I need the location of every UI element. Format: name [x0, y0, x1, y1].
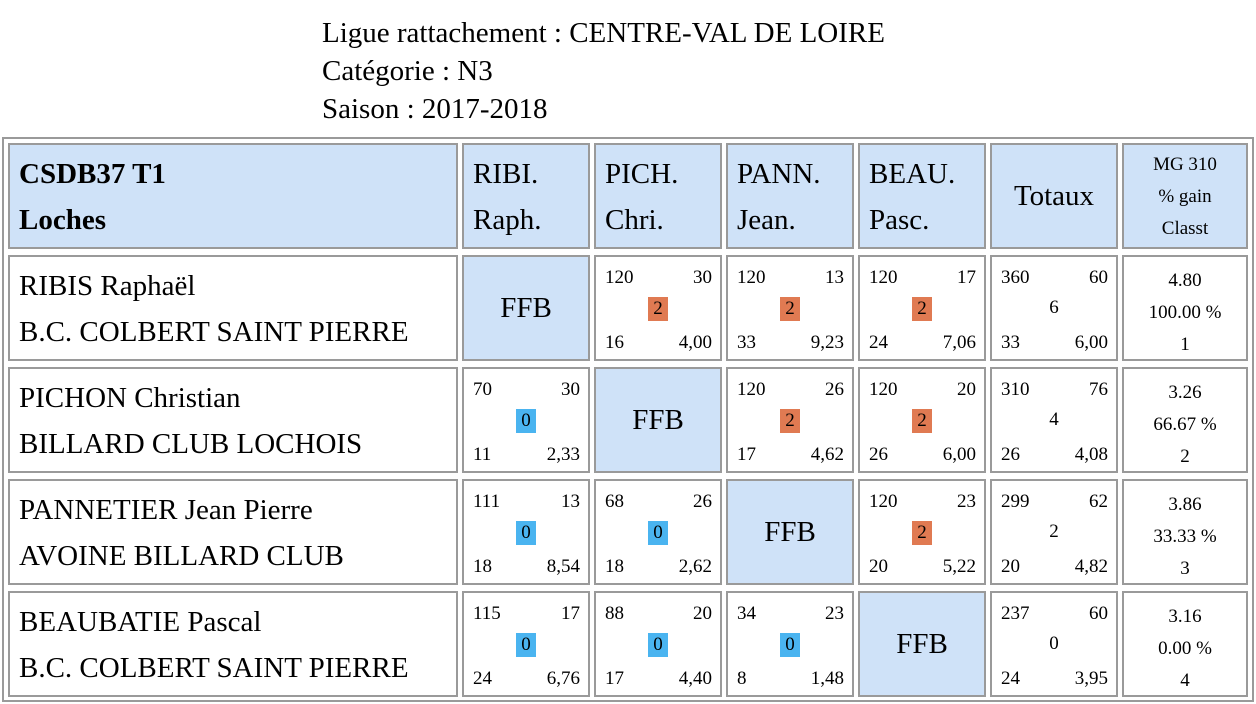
totals-cell	[990, 591, 1118, 697]
total-result: 6	[1049, 297, 1059, 318]
match-serie: 30	[561, 379, 580, 400]
match-result-row	[464, 521, 588, 545]
match-points: 88	[605, 603, 624, 624]
player-cell	[8, 255, 458, 361]
match-reprises: 20	[869, 556, 888, 577]
player-club: BILLARD CLUB LOCHOIS	[19, 428, 363, 460]
match-cell	[726, 591, 854, 697]
mg-value: 3.86	[1168, 494, 1202, 515]
column-header-line2: Pasc.	[869, 204, 930, 236]
match-points: 111	[473, 491, 501, 512]
mg-header-line1: MG 310	[1153, 154, 1217, 175]
column-header-line2: Chri.	[605, 204, 664, 236]
ffb-label: FFB	[764, 515, 816, 548]
match-moyenne: 4,00	[678, 332, 712, 353]
match-serie: 23	[825, 603, 844, 624]
match-points: 120	[869, 491, 898, 512]
column-header-beau	[858, 143, 986, 249]
classement-value: 4	[1180, 670, 1190, 691]
saison-line: Saison : 2017-2018	[322, 93, 548, 125]
match-serie: 13	[561, 491, 580, 512]
match-result-row	[860, 409, 984, 433]
win-badge: 2	[780, 297, 800, 321]
total-reprises: 20	[1001, 556, 1020, 577]
match-cell	[594, 479, 722, 585]
match-serie: 26	[825, 379, 844, 400]
match-moyenne: 7,06	[942, 332, 976, 353]
match-serie: 23	[957, 491, 976, 512]
player-club: B.C. COLBERT SAINT PIERRE	[19, 652, 409, 684]
match-reprises: 11	[473, 444, 492, 465]
match-result-row	[596, 297, 720, 321]
team-header-cell	[8, 143, 458, 249]
column-header-line1: RIBI.	[473, 158, 539, 190]
match-points: 70	[473, 379, 492, 400]
total-points: 310	[1001, 379, 1030, 400]
team-name: CSDB37 T1	[19, 158, 166, 190]
match-cell	[462, 591, 590, 697]
classement-value: 2	[1180, 446, 1190, 467]
column-header-ribi	[462, 143, 590, 249]
match-points: 115	[473, 603, 501, 624]
player-club: AVOINE BILLARD CLUB	[19, 540, 344, 572]
total-result-row	[992, 633, 1116, 655]
total-moyenne: 3,95	[1074, 668, 1108, 689]
loss-badge: 0	[780, 633, 800, 657]
total-moyenne: 4,82	[1074, 556, 1108, 577]
gain-value: 0.00 %	[1158, 638, 1212, 659]
match-serie: 30	[693, 267, 712, 288]
match-reprises: 17	[605, 668, 624, 689]
total-result-row	[992, 297, 1116, 319]
match-reprises: 18	[605, 556, 624, 577]
stats-cell	[1122, 255, 1248, 361]
match-result-row	[728, 409, 852, 433]
gain-value: 100.00 %	[1148, 302, 1222, 323]
column-header-line2: Jean.	[737, 204, 796, 236]
totals-cell	[990, 367, 1118, 473]
column-header-pann	[726, 143, 854, 249]
ffb-cell	[858, 591, 986, 697]
total-moyenne: 4,08	[1074, 444, 1108, 465]
total-moyenne: 6,00	[1074, 332, 1108, 353]
match-moyenne: 2,33	[546, 444, 580, 465]
ligue-line: Ligue rattachement : CENTRE-VAL DE LOIRE	[322, 17, 885, 49]
gain-value: 33.33 %	[1153, 526, 1217, 547]
player-name: RIBIS Raphaël	[19, 270, 196, 302]
win-badge: 2	[648, 297, 668, 321]
player-club: B.C. COLBERT SAINT PIERRE	[19, 316, 409, 348]
match-serie: 17	[561, 603, 580, 624]
match-serie: 26	[693, 491, 712, 512]
mg-value: 3.16	[1168, 606, 1202, 627]
results-table	[2, 137, 1254, 702]
total-serie: 60	[1089, 603, 1108, 624]
match-moyenne: 8,54	[546, 556, 580, 577]
total-result-row	[992, 521, 1116, 543]
totals-cell	[990, 479, 1118, 585]
mg-value: 3.26	[1168, 382, 1202, 403]
mg-header-line3: Classt	[1161, 218, 1209, 239]
win-badge: 2	[780, 409, 800, 433]
match-moyenne: 6,00	[942, 444, 976, 465]
match-moyenne: 4,40	[678, 668, 712, 689]
total-result: 0	[1049, 633, 1059, 654]
classement-value: 1	[1180, 334, 1190, 355]
mg-header	[1122, 143, 1248, 249]
match-moyenne: 9,23	[810, 332, 844, 353]
match-reprises: 26	[869, 444, 888, 465]
match-points: 120	[869, 379, 898, 400]
column-header-pich	[594, 143, 722, 249]
column-header-line1: PICH.	[605, 158, 679, 190]
total-points: 237	[1001, 603, 1030, 624]
match-cell	[726, 255, 854, 361]
match-points: 68	[605, 491, 624, 512]
match-moyenne: 6,76	[546, 668, 580, 689]
ffb-cell	[726, 479, 854, 585]
match-result-row	[860, 297, 984, 321]
match-reprises: 16	[605, 332, 624, 353]
match-reprises: 17	[737, 444, 756, 465]
totals-cell	[990, 255, 1118, 361]
match-result-row	[860, 521, 984, 545]
loss-badge: 0	[516, 521, 536, 545]
match-result-row	[596, 633, 720, 657]
match-cell	[594, 591, 722, 697]
match-reprises: 18	[473, 556, 492, 577]
match-cell	[858, 255, 986, 361]
categorie-line: Catégorie : N3	[322, 55, 493, 87]
ffb-cell	[594, 367, 722, 473]
win-badge: 2	[912, 521, 932, 545]
total-serie: 62	[1089, 491, 1108, 512]
loss-badge: 0	[648, 521, 668, 545]
match-result-row	[596, 521, 720, 545]
total-result-row	[992, 409, 1116, 431]
loss-badge: 0	[648, 633, 668, 657]
match-result-row	[728, 633, 852, 657]
column-header-line1: BEAU.	[869, 158, 956, 190]
ffb-label: FFB	[500, 291, 552, 324]
column-header-line1: PANN.	[737, 158, 821, 190]
match-points: 120	[869, 267, 898, 288]
total-serie: 60	[1089, 267, 1108, 288]
loss-badge: 0	[516, 633, 536, 657]
match-cell	[726, 367, 854, 473]
win-badge: 2	[912, 297, 932, 321]
match-reprises: 8	[737, 668, 747, 689]
match-cell	[462, 367, 590, 473]
player-name: PICHON Christian	[19, 382, 241, 414]
total-reprises: 33	[1001, 332, 1020, 353]
mg-value: 4.80	[1168, 270, 1202, 291]
mg-header-line2: % gain	[1158, 186, 1212, 207]
ffb-cell	[462, 255, 590, 361]
total-result: 2	[1049, 521, 1059, 542]
match-serie: 20	[957, 379, 976, 400]
match-moyenne: 2,62	[678, 556, 712, 577]
player-cell	[8, 591, 458, 697]
match-points: 120	[605, 267, 634, 288]
gain-value: 66.67 %	[1153, 414, 1217, 435]
stats-cell	[1122, 479, 1248, 585]
match-points: 120	[737, 379, 766, 400]
match-cell	[858, 367, 986, 473]
total-points: 299	[1001, 491, 1030, 512]
total-reprises: 24	[1001, 668, 1020, 689]
total-result: 4	[1049, 409, 1059, 430]
match-moyenne: 4,62	[810, 444, 844, 465]
match-reprises: 33	[737, 332, 756, 353]
total-reprises: 26	[1001, 444, 1020, 465]
totaux-label: Totaux	[1013, 179, 1095, 212]
loss-badge: 0	[516, 409, 536, 433]
match-reprises: 24	[473, 668, 492, 689]
match-reprises: 24	[869, 332, 888, 353]
match-moyenne: 1,48	[810, 668, 844, 689]
ffb-label: FFB	[896, 627, 948, 660]
match-serie: 17	[957, 267, 976, 288]
team-city: Loches	[19, 204, 106, 236]
player-name: PANNETIER Jean Pierre	[19, 494, 313, 526]
match-points: 120	[737, 267, 766, 288]
column-header-line2: Raph.	[473, 204, 542, 236]
classement-value: 3	[1180, 558, 1190, 579]
ffb-label: FFB	[632, 403, 684, 436]
match-result-row	[464, 409, 588, 433]
match-cell	[594, 255, 722, 361]
player-cell	[8, 479, 458, 585]
totaux-header	[990, 143, 1118, 249]
win-badge: 2	[912, 409, 932, 433]
match-serie: 20	[693, 603, 712, 624]
total-serie: 76	[1089, 379, 1108, 400]
page-header	[322, 14, 885, 128]
match-points: 34	[737, 603, 756, 624]
match-result-row	[464, 633, 588, 657]
match-result-row	[728, 297, 852, 321]
total-points: 360	[1001, 267, 1030, 288]
player-name: BEAUBATIE Pascal	[19, 606, 262, 638]
match-moyenne: 5,22	[942, 556, 976, 577]
stats-cell	[1122, 591, 1248, 697]
match-serie: 13	[825, 267, 844, 288]
match-cell	[858, 479, 986, 585]
match-cell	[462, 479, 590, 585]
player-cell	[8, 367, 458, 473]
stats-cell	[1122, 367, 1248, 473]
